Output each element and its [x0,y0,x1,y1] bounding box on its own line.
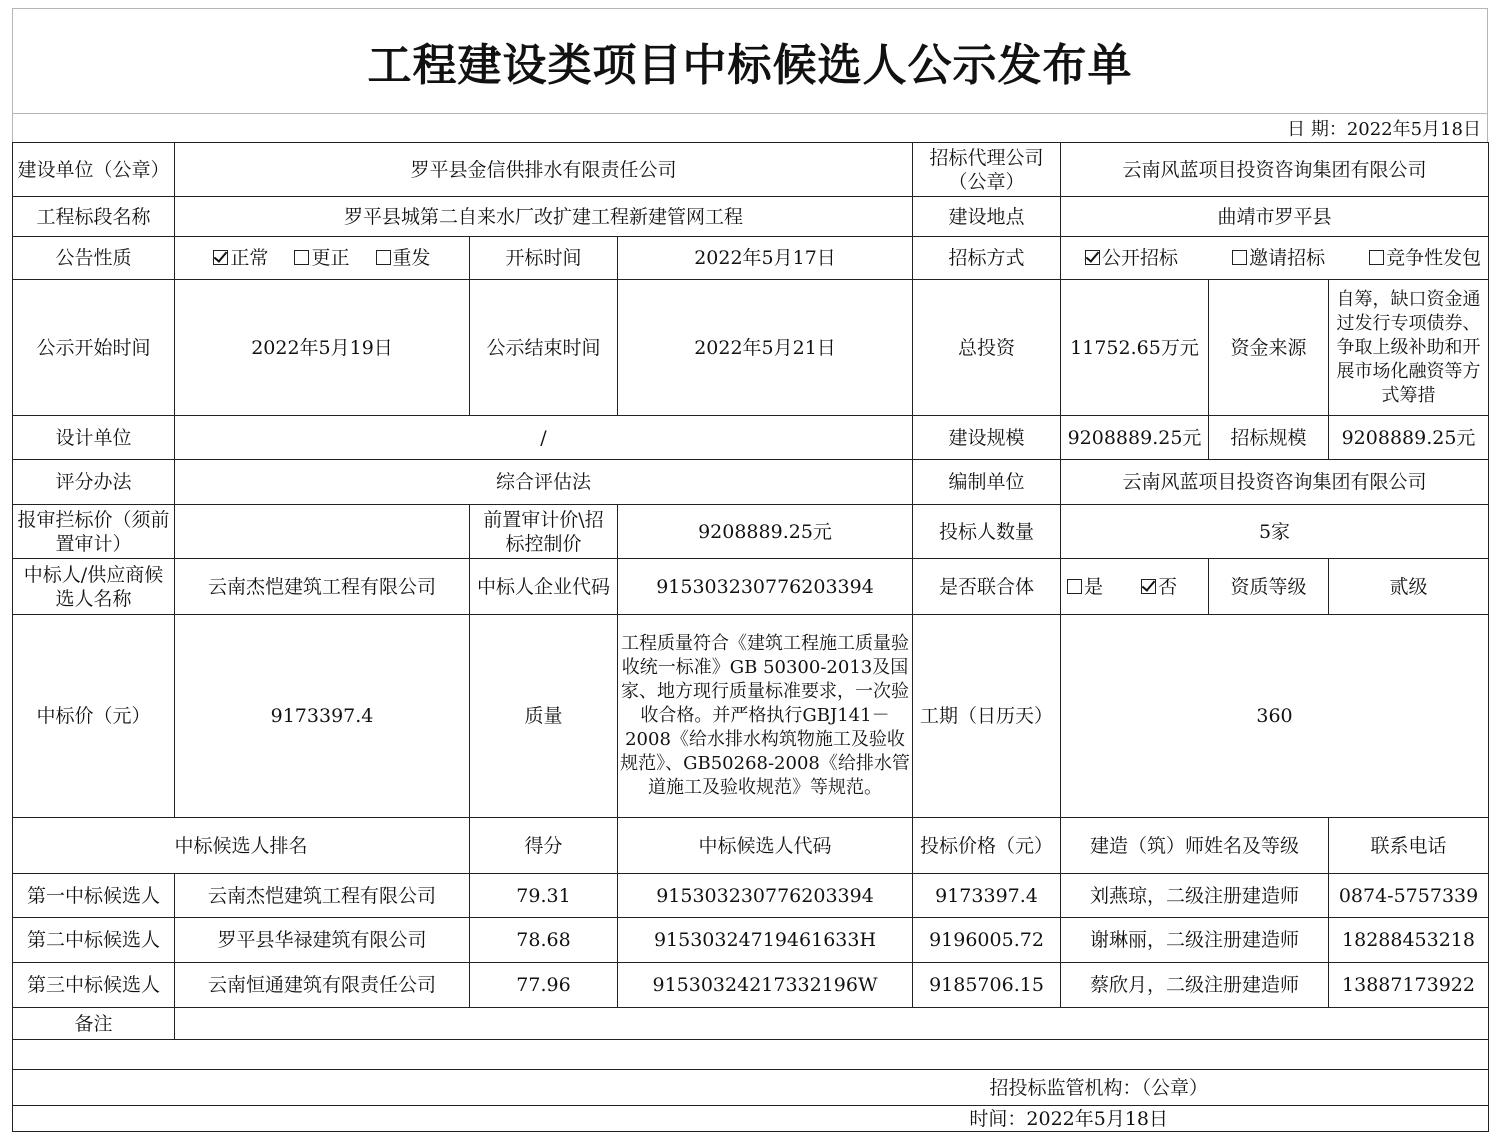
open-time-value: 2022年5月17日 [618,237,913,280]
candidate-phone: 13887173922 [1329,963,1489,1008]
scoring-label: 评分办法 [13,460,175,505]
ranking-header-price: 投标价格（元） [913,818,1061,874]
candidate-name: 罗平县华禄建筑有限公司 [175,918,470,963]
notice-type-normal: 正常 [230,247,269,269]
row-supervisor [13,1070,1489,1106]
location-value: 曲靖市罗平县 [1061,197,1489,237]
tender-scale-label: 招标规模 [1209,416,1329,460]
fund-source-label: 资金来源 [1209,280,1329,416]
control-price-label: 前置审计价\招标控制价 [470,505,618,559]
project-name-label: 工程标段名称 [13,197,175,237]
consortium-no: 否 [1158,575,1178,598]
bidder-count-label: 投标人数量 [913,505,1061,559]
qualification-value: 贰级 [1329,559,1489,615]
designer-label: 设计单位 [13,416,175,460]
blank-row [13,1040,1489,1070]
checkbox-checked-icon [213,250,228,265]
location-label: 建设地点 [913,197,1061,237]
row-designer [13,416,1489,460]
candidate-engineer: 谢琳丽，二级注册建造师 [1061,918,1329,963]
row-publicity [13,280,1489,416]
rank-label: 第三中标候选人 [13,963,175,1008]
document-title: 工程建设类项目中标候选人公示发布单 [367,40,1133,91]
row-remarks [13,1008,1489,1040]
remarks-value [175,1008,1489,1040]
row-notice-type [13,237,1489,280]
control-price-value: 9208889.25元 [618,505,913,559]
row-price [13,505,1489,559]
designer-value: / [175,416,913,460]
bid-price-value: 9173397.4 [175,615,470,818]
duration-label: 工期（日历天） [913,615,1061,818]
publicity-start-label: 公示开始时间 [13,280,175,416]
candidate-phone: 18288453218 [1329,918,1489,963]
compiler-value: 云南风蓝项目投资咨询集团有限公司 [1061,460,1489,505]
issue-date: 日 期：2022年5月18日 [1287,119,1481,140]
tender-method-invited: 邀请招标 [1249,247,1326,269]
tender-method-label: 招标方式 [913,237,1061,280]
open-time-label: 开标时间 [470,237,618,280]
build-scale-value: 9208889.25元 [1061,416,1209,460]
notice-type-options [175,237,470,280]
sign-time: 时间：2022年5月18日 [13,1106,1489,1132]
agent-label: 招标代理公司（公章） [913,143,1061,197]
quality-value: 工程质量符合《建筑工程施工质量验收统一标准》GB 50300-2013及国家、地方现行质量标准要求，一次验收合格。并严格执行GBJ141－2008《给水排水构筑物施工及验收规范》、GB50268-2008《给排水管道施工及验收规范》等规范。 [618,615,913,818]
owner-label: 建设单位（公章） [13,143,175,197]
ceiling-price-label: 报审拦标价（须前置审计） [13,505,175,559]
rank-label: 第二中标候选人 [13,918,175,963]
candidate-code: 915303230776203394 [618,874,913,918]
bidder-count-value: 5家 [1061,505,1489,559]
table-row [13,963,1489,1008]
scoring-value: 综合评估法 [175,460,913,505]
candidate-price: 9173397.4 [913,874,1061,918]
row-blank [13,1040,1489,1070]
supervisor-stamp: 招投标监管机构：（公章） [13,1070,1489,1106]
tender-method-competitive: 竞争性发包 [1386,247,1482,269]
candidate-name: 云南恒通建筑有限责任公司 [175,963,470,1008]
title-box [12,8,1488,113]
duration-value: 360 [1061,615,1489,818]
checkbox-icon [1232,250,1247,265]
row-owner [13,143,1489,197]
checkbox-icon [1369,250,1384,265]
bid-price-label: 中标价（元） [13,615,175,818]
candidate-engineer: 蔡欣月，二级注册建造师 [1061,963,1329,1008]
candidate-phone: 0874-5757339 [1329,874,1489,918]
candidate-price: 9196005.72 [913,918,1061,963]
publicity-end-value: 2022年5月21日 [618,280,913,416]
rank-label: 第一中标候选人 [13,874,175,918]
notice-type-reissue: 重发 [392,247,431,269]
ceiling-price-value [175,505,470,559]
winner-code-label: 中标人企业代码 [470,559,618,615]
ranking-header-rank: 中标候选人排名 [13,818,470,874]
owner-value: 罗平县金信供排水有限责任公司 [175,143,913,197]
tender-scale-value: 9208889.25元 [1329,416,1489,460]
ranking-header-score: 得分 [470,818,618,874]
table-row [13,918,1489,963]
publicity-end-label: 公示结束时间 [470,280,618,416]
quality-label: 质量 [470,615,618,818]
checkbox-checked-icon [1141,579,1156,594]
total-investment-label: 总投资 [913,280,1061,416]
date-row [12,113,1488,142]
checkbox-checked-icon [1085,250,1100,265]
publicity-start-value: 2022年5月19日 [175,280,470,416]
project-name-value: 罗平县城第二自来水厂改扩建工程新建管网工程 [175,197,913,237]
compiler-label: 编制单位 [913,460,1061,505]
candidate-code: 91530324217332196W [618,963,913,1008]
ranking-header-phone: 联系电话 [1329,818,1489,874]
notice-table [12,142,1489,1132]
checkbox-icon [294,250,309,265]
consortium-label: 是否联合体 [913,559,1061,615]
agent-value: 云南风蓝项目投资咨询集团有限公司 [1061,143,1489,197]
row-project [13,197,1489,237]
tender-method-open: 公开招标 [1102,247,1179,269]
candidate-score: 78.68 [470,918,618,963]
candidate-price: 9185706.15 [913,963,1061,1008]
row-scoring [13,460,1489,505]
candidate-score: 77.96 [470,963,618,1008]
winner-label: 中标人/供应商候选人名称 [13,559,175,615]
ranking-header-code: 中标候选人代码 [618,818,913,874]
consortium-options [1061,559,1209,615]
candidate-name: 云南杰恺建筑工程有限公司 [175,874,470,918]
tender-method-options [1061,237,1489,280]
total-investment-value: 11752.65万元 [1061,280,1209,416]
fund-source-value: 自筹，缺口资金通过发行专项债券、争取上级补助和开展市场化融资等方式筹措 [1329,280,1489,416]
checkbox-icon [1067,579,1082,594]
winner-code-value: 915303230776203394 [618,559,913,615]
candidate-score: 79.31 [470,874,618,918]
row-bid [13,615,1489,818]
candidate-engineer: 刘燕琼，二级注册建造师 [1061,874,1329,918]
qualification-label: 资质等级 [1209,559,1329,615]
notice-type-correction: 更正 [311,247,350,269]
ranking-header [13,818,1489,874]
remarks-label: 备注 [13,1008,175,1040]
ranking-header-engineer: 建造（筑）师姓名及等级 [1061,818,1329,874]
build-scale-label: 建设规模 [913,416,1061,460]
checkbox-icon [376,250,391,265]
notice-form [12,8,1488,1132]
candidate-code: 91530324719461633H [618,918,913,963]
row-sign-time [13,1106,1489,1132]
winner-value: 云南杰恺建筑工程有限公司 [175,559,470,615]
consortium-yes: 是 [1084,575,1104,598]
notice-type-label: 公告性质 [13,237,175,280]
table-row [13,874,1489,918]
row-winner [13,559,1489,615]
